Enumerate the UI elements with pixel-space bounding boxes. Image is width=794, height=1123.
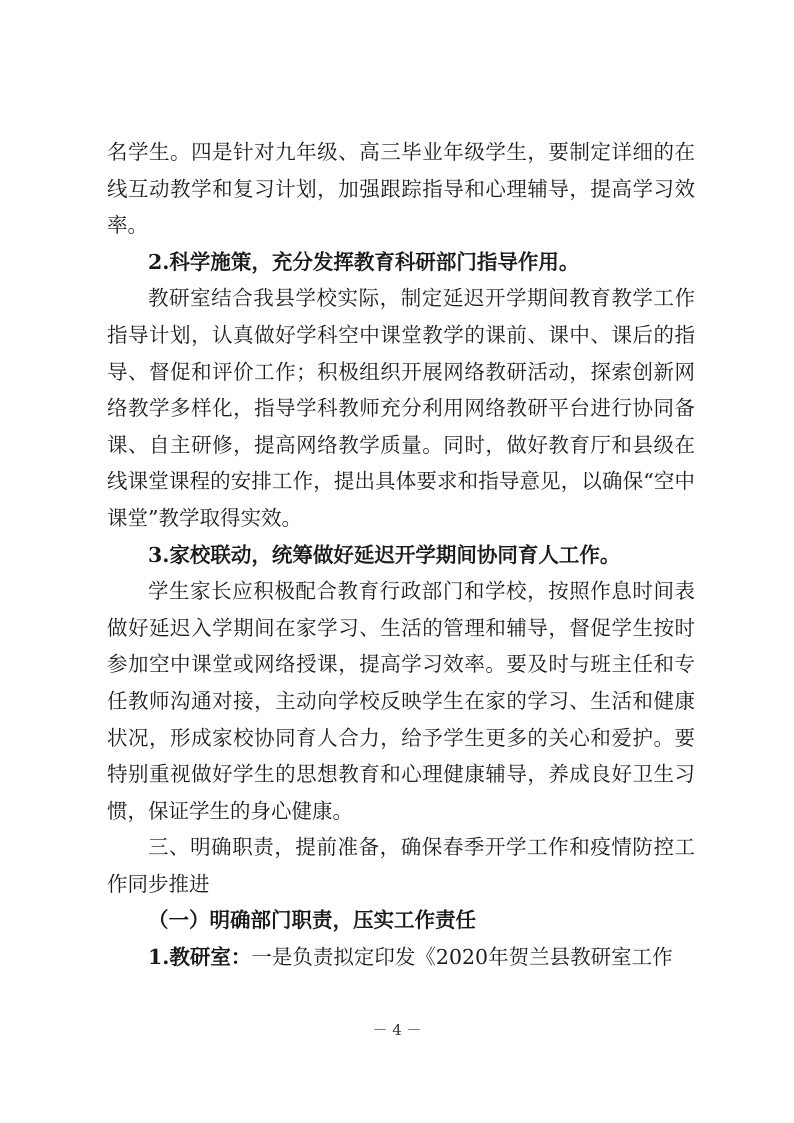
body-text xyxy=(107,134,695,976)
paragraph-continuation: 名学生。四是针对九年级、高三毕业年级学生，要制定详细的在线互动教学和复习计划，加强跟踪指导和心理辅导，提高学习效率。 xyxy=(107,140,695,238)
item-lead-label: 1.教研室： xyxy=(148,945,252,970)
item-text: 一是负责拟定印发《2020年贺兰县教研室工作 xyxy=(251,945,673,970)
subsection-heading-1: （一）明确部门职责，压实工作责任 xyxy=(148,908,476,933)
paragraph-parents: 学生家长应积极配合教育行政部门和学校，按照作息时间表做好延迟入学期间在家学习、生活的管理和辅导，督促学生按时参加空中课堂或网络授课，提高学习效率。要及时与班主任和专任教师沟通对接，主动向学校反映学生在家的学习、生活和健康状况，形成家校协同育人合力，给予学生更多的关心和爱护。要特别重视做好学生的思想教育和心理健康辅导，养成良好卫生习惯，保证学生的身心健康。 xyxy=(107,579,695,823)
paragraph-item-1 xyxy=(107,939,695,976)
subheading-3: 3.家校联动，统筹做好延迟开学期间协同育人工作。 xyxy=(148,542,621,567)
section-heading-3: 三、明确职责，提前准备，确保春季开学工作和疫情防控工作同步推进 xyxy=(107,835,695,896)
paragraph-research-office: 教研室结合我县学校实际，制定延迟开学期间教育教学工作指导计划，认真做好学科空中课堂教学的课前、课中、课后的指导、督促和评价工作；积极组织开展网络教研活动，探索创新网络教学多样化，指导学科教师充分利用网络教研平台进行协同备课、自主研修，提高网络教学质量。同时，做好教育厅和县级在线课堂课程的安排工作，提出具体要求和指导意见，以确保“空中课堂”教学取得实效。 xyxy=(107,286,695,530)
page-number: － 4 － xyxy=(372,1021,422,1039)
subheading-2: 2.科学施策，充分发挥教育科研部门指导作用。 xyxy=(148,249,580,274)
